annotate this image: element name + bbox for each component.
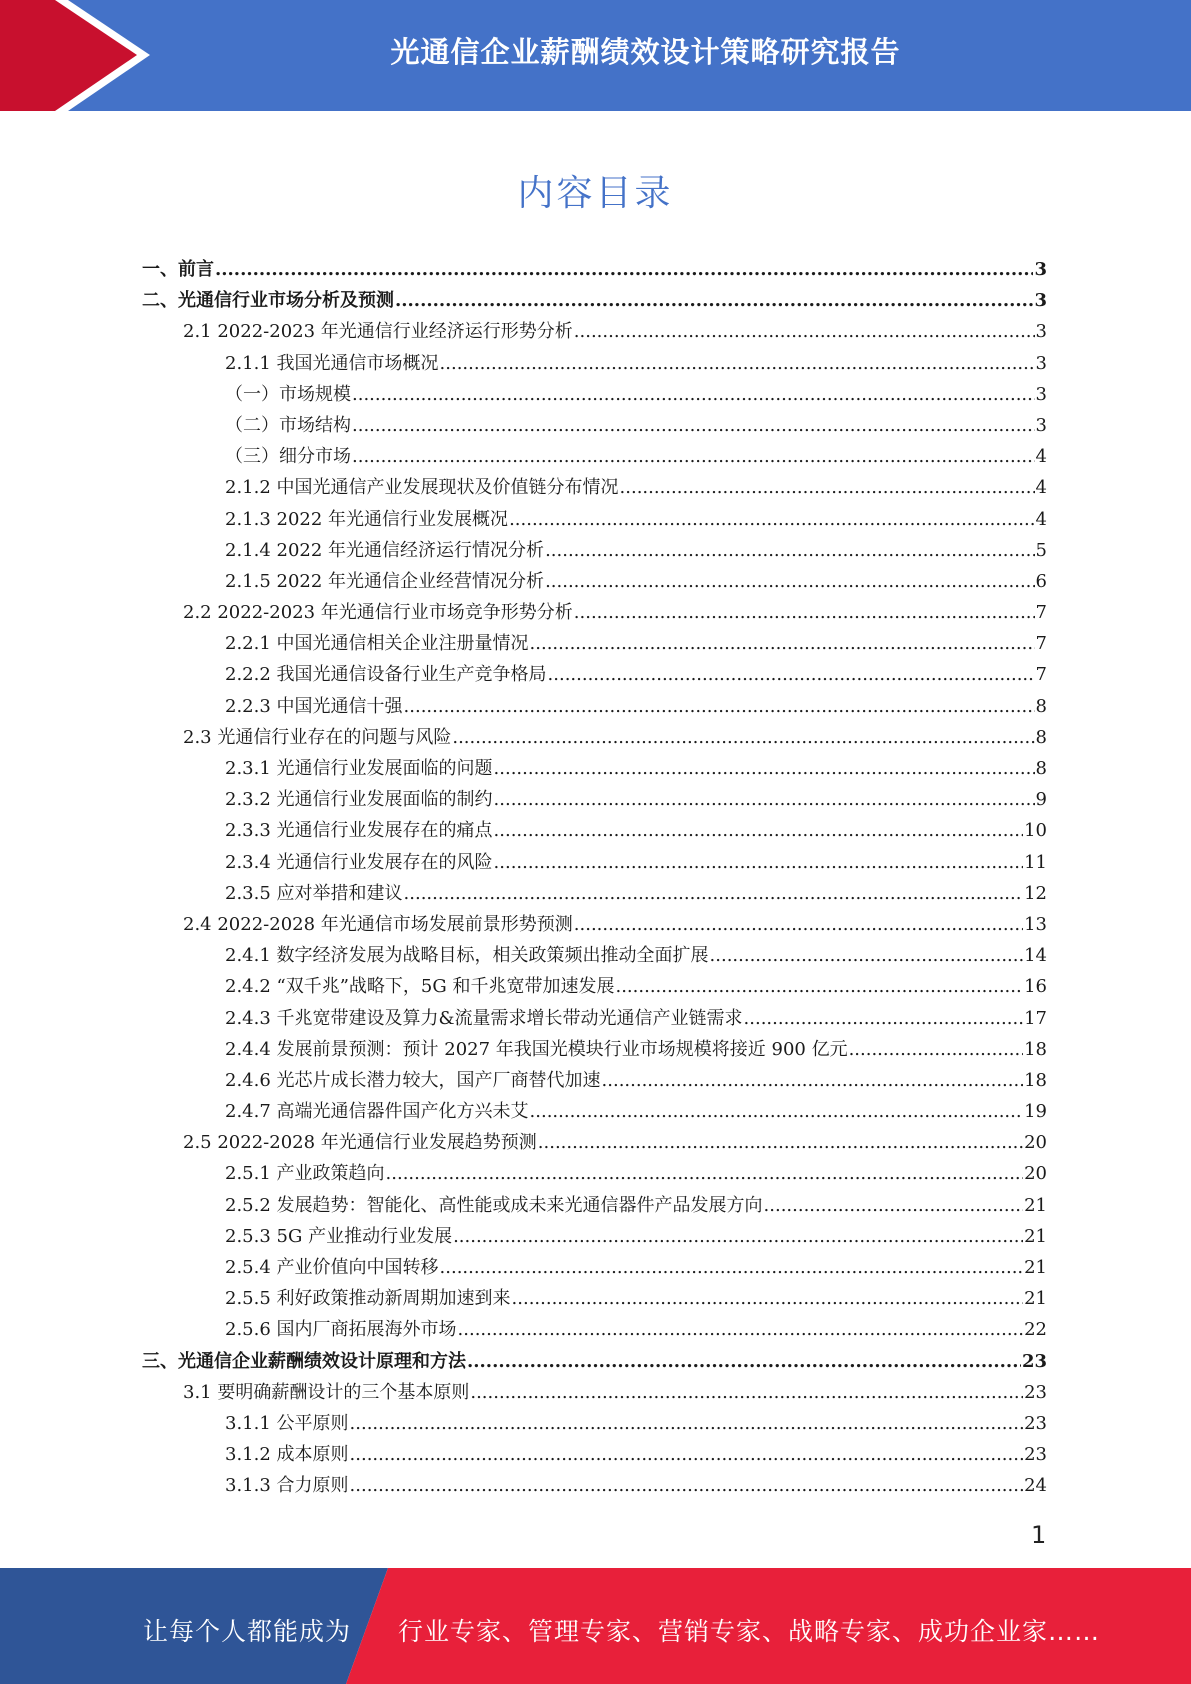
toc-entry-label: 2.1.2 中国光通信产业发展现状及价值链分布情况 xyxy=(225,477,619,499)
toc-entry-page: 21 xyxy=(1024,1194,1047,1216)
toc-dot-leader xyxy=(849,1034,1024,1065)
toc-dot-leader xyxy=(453,1221,1023,1252)
toc-entry-page: 13 xyxy=(1024,913,1047,935)
toc-dot-leader xyxy=(494,784,1035,815)
toc-entry-label: 3.1.2 成本原则 xyxy=(225,1444,349,1466)
toc-entry-label: 一、前言 xyxy=(142,259,214,280)
toc-entry[interactable] xyxy=(0,316,1191,347)
toc-entry-label: 3.1.3 合力原则 xyxy=(225,1475,349,1497)
toc-entry-label: 2.3.1 光通信行业发展面临的问题 xyxy=(225,758,493,779)
toc-entry-page: 3 xyxy=(1035,383,1047,405)
toc-entry-page: 22 xyxy=(1024,1319,1047,1341)
toc-entry-label: 2.3.5 应对举措和建议 xyxy=(225,882,403,904)
toc-entry-label: 2.5.3 5G 产业推动行业发展 xyxy=(225,1225,453,1247)
toc-entry-label: 2.4.2 “双千兆”战略下，5G 和千兆宽带加速发展 xyxy=(225,976,615,998)
toc-dot-leader xyxy=(548,659,1035,690)
toc-entry-label: 2.4.3 千兆宽带建设及算力&流量需求增长带动光通信产业链需求 xyxy=(225,1007,743,1029)
toc-entry[interactable] xyxy=(0,1127,1191,1158)
toc-entry[interactable] xyxy=(0,1283,1191,1314)
toc-entry-page: 23 xyxy=(1024,1381,1047,1403)
toc-entry-label: 2.1.5 2022 年光通信企业经营情况分析 xyxy=(225,570,545,592)
toc-dot-leader xyxy=(352,441,1035,472)
toc-entry[interactable] xyxy=(0,1034,1191,1065)
toc-entry-page: 8 xyxy=(1035,758,1047,779)
toc-dot-leader xyxy=(215,254,1033,285)
toc-dot-leader xyxy=(440,1252,1024,1283)
toc-entry-page: 11 xyxy=(1024,851,1047,873)
toc-entry-page: 3 xyxy=(1035,414,1047,436)
toc-entry[interactable] xyxy=(0,1408,1191,1439)
toc-dot-leader xyxy=(602,1065,1024,1096)
table-of-contents xyxy=(0,254,1191,1502)
toc-dot-leader xyxy=(545,535,1034,566)
toc-entry[interactable] xyxy=(0,940,1191,971)
toc-dot-leader xyxy=(574,316,1035,347)
toc-entry-label: 三、光通信企业薪酬绩效设计原理和方法 xyxy=(142,1350,466,1372)
toc-dot-leader xyxy=(764,1190,1024,1221)
toc-dot-leader xyxy=(404,878,1024,909)
toc-entry[interactable] xyxy=(0,535,1191,566)
toc-entry[interactable] xyxy=(0,472,1191,503)
toc-heading: 内容目录 xyxy=(517,173,674,214)
toc-entry[interactable] xyxy=(0,597,1191,628)
toc-entry-label: （一）市场规模 xyxy=(225,383,351,405)
report-title: 光通信企业薪酬绩效设计策略研究报告 xyxy=(390,35,901,69)
toc-entry[interactable] xyxy=(0,348,1191,379)
toc-dot-leader xyxy=(494,815,1024,846)
toc-entry-page: 24 xyxy=(1024,1475,1047,1497)
toc-entry-label: 2.2 2022-2023 年光通信行业市场竞争形势分析 xyxy=(183,602,573,624)
toc-entry[interactable] xyxy=(0,753,1191,784)
toc-entry-label: 3.1 要明确薪酬设计的三个基本原则 xyxy=(183,1381,470,1403)
toc-entry-page: 3 xyxy=(1035,321,1047,343)
toc-entry-page: 16 xyxy=(1024,976,1047,998)
toc-dot-leader xyxy=(404,691,1035,722)
toc-entry-page: 9 xyxy=(1035,789,1047,811)
toc-entry[interactable] xyxy=(0,504,1191,535)
toc-entry-label: 2.4.7 高端光通信器件国产化方兴未艾 xyxy=(225,1101,529,1123)
toc-entry-page: 3 xyxy=(1034,259,1047,280)
toc-dot-leader xyxy=(386,1158,1024,1189)
toc-entry-label: 3.1.1 公平原则 xyxy=(225,1412,349,1434)
header-band xyxy=(0,0,1191,111)
toc-entry-page: 3 xyxy=(1035,352,1047,374)
toc-entry[interactable] xyxy=(0,441,1191,472)
toc-entry[interactable] xyxy=(0,1158,1191,1189)
toc-dot-leader xyxy=(538,1127,1023,1158)
toc-dot-leader xyxy=(350,1408,1024,1439)
toc-entry-page: 7 xyxy=(1035,664,1047,686)
toc-entry-label: 2.5.2 发展趋势：智能化、高性能或成未来光通信器件产品发展方向 xyxy=(225,1194,763,1216)
toc-entry-label: 2.4 2022-2028 年光通信市场发展前景形势预测 xyxy=(183,913,573,935)
toc-entry-label: 2.4.6 光芯片成长潜力较大，国产厂商替代加速 xyxy=(225,1069,601,1091)
toc-entry-label: 2.5.1 产业政策趋向 xyxy=(225,1163,385,1185)
toc-dot-leader xyxy=(494,847,1024,878)
toc-entry-page: 4 xyxy=(1035,477,1047,499)
toc-dot-leader xyxy=(710,940,1024,971)
toc-dot-leader xyxy=(352,410,1035,441)
footer-slogan-left: 让每个人都能成为 xyxy=(143,1617,352,1646)
toc-entry[interactable] xyxy=(0,566,1191,597)
toc-entry[interactable] xyxy=(0,1252,1191,1283)
toc-entry[interactable] xyxy=(0,1221,1191,1252)
toc-entry[interactable] xyxy=(0,691,1191,722)
toc-entry[interactable] xyxy=(0,1065,1191,1096)
toc-entry-page: 7 xyxy=(1035,633,1047,655)
toc-dot-leader xyxy=(452,722,1034,753)
toc-entry[interactable] xyxy=(0,254,1191,285)
toc-dot-leader xyxy=(574,597,1035,628)
toc-entry-page: 10 xyxy=(1024,820,1047,842)
toc-entry-page: 23 xyxy=(1024,1412,1047,1434)
footer-band xyxy=(0,1568,1191,1684)
toc-entry-label: 2.1.3 2022 年光通信行业发展概况 xyxy=(225,508,509,530)
toc-entry-page: 20 xyxy=(1024,1132,1047,1154)
toc-entry[interactable] xyxy=(0,1439,1191,1470)
toc-entry-page: 17 xyxy=(1024,1007,1047,1029)
toc-entry-page: 5 xyxy=(1035,539,1047,561)
toc-dot-leader xyxy=(512,1283,1024,1314)
toc-entry-label: 2.3.3 光通信行业发展存在的痛点 xyxy=(225,820,493,842)
toc-entry-page: 6 xyxy=(1035,570,1047,592)
toc-dot-leader xyxy=(530,1096,1024,1127)
toc-entry-label: 二、光通信行业市场分析及预测 xyxy=(142,290,394,312)
toc-entry[interactable] xyxy=(0,628,1191,659)
toc-entry[interactable] xyxy=(0,659,1191,690)
toc-entry[interactable] xyxy=(0,1470,1191,1501)
toc-entry-page: 18 xyxy=(1024,1038,1047,1060)
toc-entry[interactable] xyxy=(0,1314,1191,1345)
toc-entry-label: （二）市场结构 xyxy=(225,414,351,436)
toc-entry[interactable] xyxy=(0,410,1191,441)
toc-entry[interactable] xyxy=(0,1096,1191,1127)
toc-entry-label: 2.2.3 中国光通信十强 xyxy=(225,695,403,717)
toc-entry-page: 21 xyxy=(1024,1257,1047,1278)
toc-entry-page: 12 xyxy=(1024,882,1047,904)
toc-entry[interactable] xyxy=(0,1190,1191,1221)
toc-entry[interactable] xyxy=(0,379,1191,410)
toc-entry[interactable] xyxy=(0,722,1191,753)
toc-entry-label: 2.5.6 国内厂商拓展海外市场 xyxy=(225,1319,457,1341)
toc-entry-page: 8 xyxy=(1035,695,1047,717)
toc-entry[interactable] xyxy=(0,1346,1191,1377)
toc-dot-leader xyxy=(440,348,1035,379)
page-number: 1 xyxy=(1031,1521,1047,1549)
toc-entry-label: 2.2.2 我国光通信设备行业生产竞争格局 xyxy=(225,664,547,686)
toc-dot-leader xyxy=(620,472,1035,503)
toc-entry[interactable] xyxy=(0,847,1191,878)
toc-entry[interactable] xyxy=(0,909,1191,940)
toc-entry-page: 21 xyxy=(1024,1225,1047,1247)
toc-dot-leader xyxy=(458,1314,1024,1345)
toc-dot-leader xyxy=(545,566,1034,597)
toc-dot-leader xyxy=(744,1003,1024,1034)
toc-entry[interactable] xyxy=(0,1377,1191,1408)
toc-entry-label: 2.1.4 2022 年光通信经济运行情况分析 xyxy=(225,539,545,561)
toc-dot-leader xyxy=(574,909,1023,940)
toc-dot-leader xyxy=(615,971,1023,1002)
toc-entry-label: 2.1 2022-2023 年光通信行业经济运行形势分析 xyxy=(183,321,573,343)
toc-entry-page: 21 xyxy=(1024,1288,1047,1310)
toc-entry-label: 2.3.2 光通信行业发展面临的制约 xyxy=(225,789,493,811)
toc-entry-label: 2.1.1 我国光通信市场概况 xyxy=(225,352,439,374)
toc-entry-page: 7 xyxy=(1035,602,1047,624)
toc-dot-leader xyxy=(530,628,1035,659)
toc-entry-label: （三）细分市场 xyxy=(225,446,351,468)
toc-dot-leader xyxy=(509,504,1034,535)
toc-entry[interactable] xyxy=(0,285,1191,316)
toc-entry-label: 2.5.4 产业价值向中国转移 xyxy=(225,1257,439,1278)
toc-entry-page: 3 xyxy=(1034,290,1047,312)
toc-entry-label: 2.3.4 光通信行业发展存在的风险 xyxy=(225,851,493,873)
toc-dot-leader xyxy=(350,1439,1024,1470)
toc-entry[interactable] xyxy=(0,1003,1191,1034)
toc-dot-leader xyxy=(467,1346,1021,1377)
toc-dot-leader xyxy=(470,1377,1023,1408)
toc-entry-label: 2.4.1 数字经济发展为战略目标，相关政策频出推动全面扩展 xyxy=(225,945,709,967)
toc-dot-leader xyxy=(352,379,1035,410)
toc-entry-label: 2.5.5 利好政策推动新周期加速到来 xyxy=(225,1288,511,1310)
toc-entry-page: 18 xyxy=(1024,1069,1047,1091)
toc-entry-label: 2.4.4 发展前景预测：预计 2027 年我国光模块行业市场规模将接近 900 亿元 xyxy=(225,1038,848,1060)
toc-entry[interactable] xyxy=(0,878,1191,909)
toc-entry-page: 4 xyxy=(1035,446,1047,468)
toc-entry-page: 14 xyxy=(1024,945,1047,967)
toc-entry-label: 2.2.1 中国光通信相关企业注册量情况 xyxy=(225,633,529,655)
toc-dot-leader xyxy=(494,753,1035,784)
toc-dot-leader xyxy=(350,1470,1024,1501)
toc-entry-page: 23 xyxy=(1021,1350,1047,1372)
toc-entry-page: 8 xyxy=(1035,726,1047,748)
toc-entry-page: 20 xyxy=(1024,1163,1047,1185)
toc-entry-label: 2.5 2022-2028 年光通信行业发展趋势预测 xyxy=(183,1132,537,1154)
toc-entry[interactable] xyxy=(0,971,1191,1002)
toc-entry-label: 2.3 光通信行业存在的问题与风险 xyxy=(183,726,452,748)
toc-dot-leader xyxy=(395,285,1033,316)
toc-entry-page: 4 xyxy=(1035,508,1047,530)
footer-slogan-right: 行业专家、管理专家、营销专家、战略专家、成功企业家…… xyxy=(398,1617,1101,1646)
toc-entry[interactable] xyxy=(0,815,1191,846)
toc-entry-page: 23 xyxy=(1024,1444,1047,1466)
toc-entry-page: 19 xyxy=(1024,1101,1047,1123)
toc-entry[interactable] xyxy=(0,784,1191,815)
